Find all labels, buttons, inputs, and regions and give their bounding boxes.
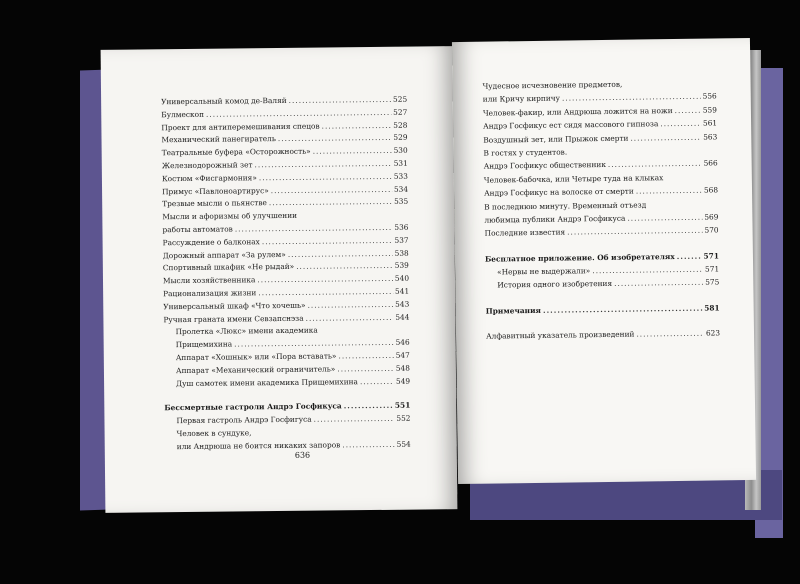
- toc-entry-page: 543: [395, 299, 410, 309]
- toc-entry-page: 546: [395, 337, 410, 347]
- toc-entry-title: Железнодорожный зет: [161, 160, 253, 171]
- leader-dots: [262, 237, 393, 246]
- leader-dots: [562, 93, 701, 102]
- leader-dots: [567, 227, 702, 236]
- leader-dots: [288, 249, 393, 258]
- toc-entry-page: 530: [393, 145, 408, 155]
- section-page: 571: [703, 251, 719, 261]
- leader-dots: [543, 304, 702, 314]
- section-title: Бесплатное приложение. Об изобретателях: [484, 251, 675, 264]
- toc-entry-title: Алфавитный указатель произведений: [485, 329, 635, 341]
- toc-entry-title: Примус «Павлоноартирус»: [162, 185, 269, 196]
- leader-dots: [344, 402, 393, 410]
- toc-entry-title: Мысли хозяйственника: [162, 275, 256, 286]
- toc-entry-page: 539: [394, 260, 409, 271]
- toc-entry-page: 536: [394, 222, 409, 232]
- leader-dots: [636, 330, 704, 338]
- toc-entry-page: 531: [393, 158, 408, 168]
- toc-entry-page: 575: [705, 277, 720, 288]
- toc-entry-page: 561: [702, 118, 718, 128]
- toc-entry-page: 537: [394, 235, 409, 245]
- toc-entry: [486, 330, 720, 347]
- toc-entry-page: 571: [704, 264, 720, 274]
- left-page: [101, 46, 458, 513]
- toc-entry-title: Рассуждение о балконах: [162, 236, 260, 247]
- toc-entry-title: Человек-факир, или Андрюша ложится на ножи: [482, 105, 673, 118]
- toc-entry-page: 538: [394, 248, 409, 258]
- toc-entry-title: Костюм «Фисгармония»: [161, 173, 257, 184]
- right-page: [452, 38, 756, 484]
- toc-entry-title-continued: или Андрюша не боится никаких запоров: [176, 440, 341, 451]
- toc-entry-title: Андрэ Госфикус ест сидя массового гипноза: [483, 119, 659, 131]
- toc-entry-title: «Нервы не выдержали»: [497, 266, 591, 277]
- toc-entry-page: 552: [396, 413, 411, 423]
- toc-entry-title: В последнюю минуту. Временный отъезд: [484, 199, 647, 212]
- toc-entry-title: История одного изобретения: [497, 279, 613, 290]
- leader-dots: [278, 134, 392, 143]
- leader-dots: [206, 109, 391, 118]
- leader-dots: [235, 224, 393, 233]
- toc-entry-title-continued: или Кричу кирпичу: [482, 93, 561, 105]
- toc-entry-page: 534: [393, 184, 409, 194]
- leader-dots: [630, 133, 701, 141]
- toc-entry-page: 569: [704, 212, 719, 222]
- leader-dots: [360, 377, 394, 385]
- toc-entry-page: 528: [393, 120, 408, 130]
- leader-dots: [660, 120, 701, 128]
- left-table-of-contents: [161, 96, 411, 456]
- right-table-of-contents: [482, 79, 720, 346]
- toc-entry-title: Спортивный шкафик «Не рыдай»: [162, 262, 295, 273]
- toc-entry-title: Чудесное исчезновение предметов,: [482, 79, 623, 91]
- toc-entry-title: Пролетка «Люкс» имени академика: [175, 325, 318, 337]
- leader-dots: [608, 160, 702, 169]
- toc-entry-title: В гостях у студентов.: [483, 147, 568, 158]
- toc-entry-page: 556: [702, 91, 717, 101]
- leader-dots: [614, 279, 703, 288]
- toc-entry-title: Булмескоп: [161, 109, 205, 120]
- toc-entry-page: 525: [392, 94, 408, 104]
- leader-dots: [322, 121, 392, 129]
- leader-dots: [271, 185, 392, 194]
- toc-entry-page: 568: [703, 185, 719, 195]
- toc-entry-title-continued: любимца публики Андрэ Госфикуса: [484, 213, 626, 225]
- toc-entry-title: Механический панегиратель: [161, 134, 276, 145]
- leader-dots: [234, 339, 394, 348]
- leader-dots: [258, 288, 393, 297]
- toc-entry-title: Аппарат «Хошнык» или «Пора вставать»: [175, 351, 337, 363]
- toc-entry-page: 570: [704, 225, 719, 235]
- leader-dots: [675, 106, 701, 114]
- toc-entry-page: 563: [703, 131, 718, 142]
- leader-dots: [592, 266, 703, 275]
- toc-entry-title: Проект для антиперемешивания спецов: [161, 121, 320, 132]
- section-title: Бессмертные гастроли Андрэ Госфикуса: [164, 401, 342, 413]
- toc-entry-page: 529: [393, 133, 408, 143]
- toc-entry-title: Последние известия: [484, 227, 566, 238]
- section-page: 581: [704, 303, 720, 313]
- leader-dots: [342, 441, 394, 449]
- toc-entry-title: Трезвые мысли о пьянстве: [162, 198, 267, 209]
- toc-entry-title: Душ самотек имени академика Прищемихина: [176, 376, 358, 388]
- leader-dots: [296, 262, 393, 270]
- leader-dots: [257, 275, 393, 284]
- toc-entry-title: Первая гастроль Андрэ Госфигуса: [176, 414, 312, 426]
- leader-dots: [677, 252, 702, 260]
- section-page: 551: [394, 400, 411, 411]
- toc-entry-title: Мысли и афоризмы об улучшении: [162, 210, 298, 222]
- toc-entry-title: Ручная граната имени Севзапснэза: [163, 313, 304, 324]
- toc-entry-page: 554: [396, 439, 411, 449]
- leader-dots: [254, 160, 391, 169]
- leader-dots: [289, 96, 391, 104]
- leader-dots: [306, 313, 394, 321]
- toc-entry-page: 549: [395, 376, 411, 386]
- leader-dots: [314, 415, 395, 423]
- leader-dots: [307, 301, 393, 309]
- toc-entry-page: 540: [394, 273, 410, 283]
- toc-entry-title: Аппарат «Механический ограничитель»: [175, 364, 336, 375]
- toc-entry-page: 566: [703, 158, 718, 168]
- toc-entry-page: 623: [705, 328, 721, 338]
- section-title: Примечания: [485, 305, 542, 316]
- toc-entry-title-continued: работы автоматов: [162, 224, 233, 235]
- toc-entry-title-continued: Прищемихина: [175, 339, 233, 350]
- leader-dots: [269, 198, 392, 207]
- toc-entry-title: Андрэ Госфикус на волоске от смерти: [483, 186, 634, 198]
- toc-entry-title: Театральные буфера «Осторожность»: [161, 146, 311, 158]
- leader-dots: [259, 173, 392, 182]
- toc-entry-title: Дорожный аппарат «За рулем»: [162, 249, 286, 260]
- toc-entry-title: Человек-бабочка, или Четыре туда на клыках: [483, 172, 664, 185]
- toc-entry-page: 544: [395, 312, 410, 322]
- toc-entry-page: 533: [393, 171, 408, 181]
- toc-entry-title: Рационализация жизни: [163, 288, 257, 299]
- toc-entry-page: 559: [702, 105, 717, 115]
- leader-dots: [636, 187, 702, 195]
- toc-entry-title: Воздушный зет, или Прыжок смерти: [483, 133, 629, 145]
- leader-dots: [337, 365, 394, 373]
- toc-entry-title: Универсальный комод де-Валяй: [161, 95, 287, 107]
- toc-entry-title: Универсальный шкаф «Что хочешь»: [163, 300, 306, 311]
- toc-entry-page: 547: [395, 350, 410, 360]
- toc-entry-title-continued: Андрэ Госфикус общественник: [483, 160, 606, 172]
- leader-dots: [313, 147, 392, 155]
- toc-entry: [165, 440, 411, 455]
- page-number: 636: [294, 450, 311, 460]
- toc-entry-title: Человек в сундуке,: [176, 428, 252, 439]
- toc-entry-page: 548: [395, 363, 410, 373]
- toc-entry-page: 535: [394, 197, 409, 207]
- toc-entry-page: 541: [394, 286, 410, 296]
- leader-dots: [338, 352, 393, 360]
- leader-dots: [627, 214, 702, 222]
- toc-entry-page: 527: [393, 107, 408, 117]
